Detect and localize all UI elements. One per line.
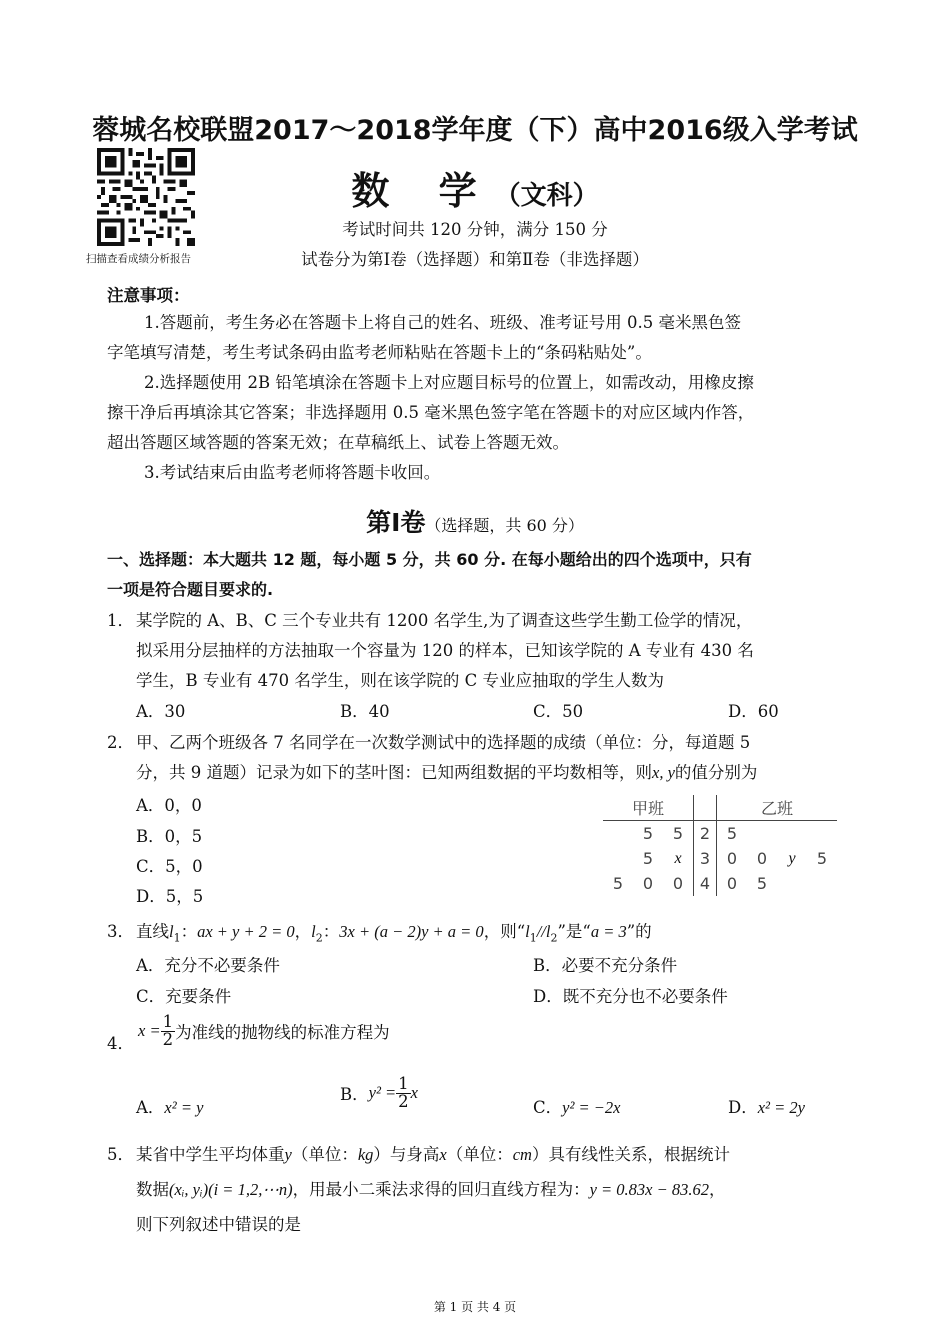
q1-option-b[interactable]: B．40	[340, 702, 390, 721]
page-footer: 第 1 页 共 4 页	[433, 1300, 517, 1314]
q4-option-b[interactable]	[340, 1076, 418, 1110]
note-3: 3.考试结束后由监考老师将答题卡收回。	[144, 463, 441, 482]
q3-eq-1: ax + y + 2 = 0	[197, 922, 295, 941]
section-note: （选择题，共 60 分）	[425, 516, 584, 535]
notes-heading: 注意事项：	[107, 286, 190, 305]
subject-note: （文科）	[494, 181, 599, 211]
q4-option-a-expr: x² = y	[164, 1098, 204, 1117]
q3-parallel-sub-1: 1	[529, 931, 537, 945]
q5-unit-kg: kg	[357, 1145, 374, 1164]
q4-lhs: x =	[138, 1021, 161, 1040]
q3-parallel-mid: //l	[536, 922, 551, 941]
leaf	[777, 821, 807, 847]
leaf-x: x	[674, 849, 682, 867]
q1-option-c[interactable]: C．50	[533, 702, 584, 721]
q2-line-2-text: 分，共 9 道题）记录为如下的茎叶图：已知两组数据的平均数相等，则	[136, 763, 652, 782]
q4-text: 为准线的抛物线的标准方程为	[175, 1023, 390, 1042]
q4-option-b-num: 1	[398, 1074, 409, 1093]
leaf: 5	[816, 849, 828, 868]
q3-number: 3．	[107, 922, 134, 941]
leaf: 0	[672, 874, 684, 893]
right-class-header: 乙班	[717, 795, 838, 821]
leaf	[807, 821, 837, 847]
q2-option-b[interactable]: B．0，5	[136, 827, 203, 846]
q3-colon-1: ：	[180, 922, 198, 941]
q3-option-a[interactable]: A．充分不必要条件	[136, 956, 280, 975]
q5-var-y: y	[284, 1145, 292, 1164]
q1-number: 1．	[107, 611, 134, 630]
q3-parallel-sub-2: 2	[550, 931, 558, 945]
q3-l2: l	[311, 922, 316, 941]
stem: 3	[694, 846, 717, 871]
exam-parts-line: 试卷分为第Ⅰ卷（选择题）和第Ⅱ卷（非选择题）	[301, 250, 649, 269]
q3-eq-2: 3x + (a − 2)y + a = 0	[339, 922, 484, 941]
q4-fraction	[161, 1014, 176, 1048]
q2-line-1: 甲、乙两个班级各 7 名同学在一次数学测试中的选择题的成绩（单位：分，每道题 5	[136, 733, 751, 752]
q3-l1: l	[169, 922, 174, 941]
q3-option-b[interactable]: B．必要不充分条件	[533, 956, 678, 975]
q5-unit-cm: cm	[512, 1145, 532, 1164]
q1-line-2: 拟采用分层抽样的方法抽取一个容量为 120 的样本，已知该学院的 A 专业有 430 名	[136, 641, 754, 660]
q5-text-e: ）具有线性关系，根据统计	[531, 1145, 730, 1164]
leaf	[777, 871, 807, 896]
note-1-line-1: 1.答题前，考生务必在答题卡上将自己的姓名、班级、准考证号用 0.5 毫米黑色签	[144, 313, 741, 332]
q1-line-1: 某学院的 A、B、C 三个专业共有 1200 名学生,为了调查这些学生勤工俭学的情况，	[136, 611, 753, 630]
q2-option-c[interactable]: C．5，0	[136, 857, 203, 876]
leaf	[603, 821, 633, 847]
leaf: 0	[756, 849, 768, 868]
leaf: 5	[642, 849, 654, 868]
q4-frac-den: 2	[162, 1029, 174, 1049]
stem-leaf-table	[603, 795, 837, 896]
q2-line-2	[136, 759, 757, 783]
section-instruction-1: 一、选择题：本大题共 12 题，每小题 5 分，共 60 分. 在每小题给出的四个选项中，只有	[107, 550, 752, 569]
q4-option-b-label: B．	[340, 1085, 369, 1104]
q2-option-a[interactable]: A．0，0	[136, 796, 202, 815]
q4-option-a-label: A．	[136, 1098, 165, 1117]
q4-option-b-den: 2	[398, 1091, 409, 1111]
q3-text-1: 直线	[136, 922, 169, 941]
q4-option-b-lhs: y² =	[368, 1083, 397, 1102]
q3-text-2: ，则“	[483, 922, 526, 941]
note-2-line-3: 超出答题区域答题的答案无效；在草稿纸上、试卷上答题无效。	[107, 433, 569, 452]
stem: 4	[694, 871, 717, 896]
q2-line-2-end: 的值分别为	[674, 763, 758, 782]
leaf: 5	[672, 824, 684, 843]
leaf: 0	[642, 874, 654, 893]
q5-text-b: （单位：	[291, 1145, 358, 1164]
q5-text-g: ，用最小二乘法求得的回归直线方程为：	[292, 1180, 590, 1199]
q4-option-d-label: D．	[728, 1098, 758, 1117]
q4-frac-num: 1	[162, 1012, 174, 1031]
q5-data-expr: (xᵢ, yᵢ)(i = 1,2,⋯n)	[169, 1180, 293, 1199]
q4-option-d-expr: x² = 2y	[757, 1098, 805, 1117]
q5-text-d: （单位：	[446, 1145, 513, 1164]
note-1-line-2: 字笔填写清楚，考生考试条码由监考老师粘贴在答题卡上的“条码粘贴处”。	[107, 343, 652, 362]
stem: 2	[694, 821, 717, 847]
q3-text-4: ”的	[626, 922, 652, 941]
note-2-line-1: 2.选择题使用 2B 铅笔填涂在答题卡上对应题目标号的位置上，如需改动，用橡皮擦	[144, 373, 754, 392]
q5-text-f: 数据	[136, 1180, 169, 1199]
section-instruction-2: 一项是符合题目要求的.	[107, 580, 274, 599]
q5-line-3: 则下列叙述中错误的是	[136, 1215, 301, 1234]
q5-text-c: ）与身高	[373, 1145, 440, 1164]
leaf: 5	[612, 874, 624, 893]
q3-l1-sub: 1	[173, 931, 181, 945]
q3-colon-2: ：	[322, 922, 340, 941]
leaf	[747, 821, 777, 847]
note-2-line-2: 擦干净后再填涂其它答案；非选择题用 0.5 毫米黑色签字笔在答题卡的对应区域内作答，	[107, 403, 755, 422]
q5-number: 5．	[107, 1145, 134, 1164]
section-title	[0, 503, 950, 539]
leaf	[603, 846, 633, 871]
q4-number: 4．	[107, 1034, 134, 1053]
leaf: 0	[726, 874, 738, 893]
exam-time-line: 考试时间共 120 分钟，满分 150 分	[342, 220, 608, 239]
leaf	[807, 871, 837, 896]
q4-stem	[138, 1014, 390, 1048]
q4-option-c[interactable]	[533, 1094, 621, 1118]
q3-option-d[interactable]: D．既不充分也不必要条件	[533, 987, 728, 1006]
q1-line-3: 学生，B 专业有 470 名学生，则在该学院的 C 专业应抽取的学生人数为	[136, 671, 664, 690]
q3-option-c[interactable]: C．充要条件	[136, 987, 232, 1006]
leaf-y: y	[788, 849, 796, 867]
q4-option-b-fraction	[396, 1076, 411, 1110]
q4-option-c-label: C．	[533, 1098, 563, 1117]
q3-parallel-l: l	[525, 922, 530, 941]
q4-option-c-expr: y² = −2x	[562, 1098, 621, 1117]
q4-option-b-rhs: x	[410, 1083, 418, 1102]
q1-option-a[interactable]: A．30	[136, 702, 186, 721]
q5-line-1	[136, 1141, 730, 1165]
section-name: 第Ⅰ卷	[366, 508, 426, 537]
q3-text-3: ”是“	[557, 922, 591, 941]
q5-text-a: 某省中学生平均体重	[136, 1145, 285, 1164]
q2-number: 2．	[107, 733, 134, 752]
subject-name: 数 学	[351, 169, 495, 213]
q5-text-h: ，	[709, 1180, 726, 1199]
q2-option-d[interactable]: D．5，5	[136, 887, 204, 906]
exam-title: 蓉城名校联盟2017～2018学年度（下）高中2016级入学考试	[92, 115, 858, 146]
leaf: 5	[726, 824, 738, 843]
q4-option-a[interactable]	[136, 1094, 203, 1118]
q1-option-d[interactable]: D．60	[728, 702, 779, 721]
leaf: 5	[756, 874, 768, 893]
q5-line-2	[136, 1176, 726, 1200]
leaf: 5	[642, 824, 654, 843]
q3-comma: ，	[294, 922, 312, 941]
qr-caption: 扫描查看成绩分析报告	[86, 253, 191, 265]
q3-stem	[136, 918, 652, 944]
subject-title	[0, 160, 950, 215]
q3-l2-sub: 2	[315, 931, 323, 945]
q3-condition: a = 3	[590, 922, 627, 941]
q5-regression: y = 0.83x − 83.62	[589, 1180, 709, 1199]
q4-option-d[interactable]	[728, 1094, 805, 1118]
q2-xy: x, y	[652, 763, 675, 782]
stem-header	[694, 795, 717, 821]
leaf: 0	[726, 849, 738, 868]
left-class-header: 甲班	[603, 795, 694, 821]
q5-var-x: x	[439, 1145, 447, 1164]
